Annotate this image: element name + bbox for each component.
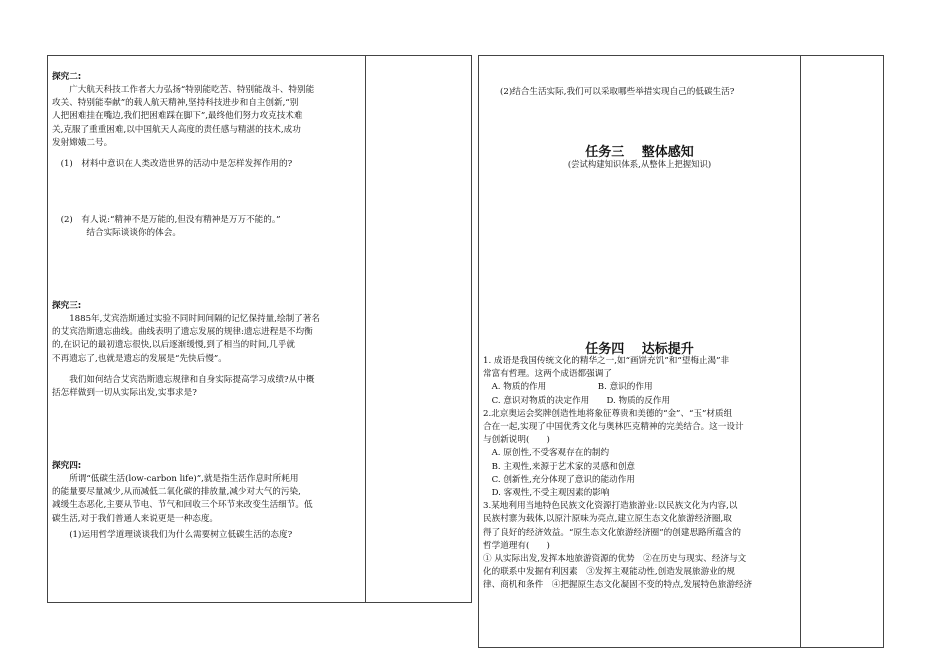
explore-2-material: 广大航天科技工作者大力弘扬“特别能吃苦、特别能战斗、特别能 攻关、特别能奉献”的载人航天精神,坚持科技进步和自主创新,“别 人把困难挂在嘴边,我们把困难踩在脚下”,最终他们努力攻克技术难 关,克服了重重困难,以中国航天人高度的责任感与精湛的技术,成功 发射嫦娥二号。: [52, 85, 315, 148]
task-3-subtitle: (尝试构建知识体系,从整体上把握知识): [567, 159, 712, 169]
section-title-explore-4: 探究四:: [52, 461, 82, 471]
explore-4-material: 所谓“低碳生活(low-carbon life)”,就是指生活作息时所耗用 的能量要尽量减少,从而减低二氧化碳的排放量,减少对大气的污染, 减缓生态恶化,主要从节电、节气和回收三个环节来改变生活细节。低 碳生活,对于我们普通人来说更是一种态度。: [52, 474, 313, 524]
task-4-exercises: 1. 成语是我国传统文化的精华之一,如“画饼充饥”和“望梅止渴”非 常富有哲理。这两个成语都强调了 A. 物质的作用 B. 意识的作用 C. 意识对物质的决定作用 D. 物质的反作用 2.北京奥运会奖牌创造性地将象征尊贵和美德的“金”、“玉”材质组 合在一起,实现了中国优秀文化与奥林匹克精神的完美结合。这一设计 与创新说明( ) A. 原创性,不受客观存在的制约 B. 主观性,来源于艺术家的灵感和创意 C. 创新性,充分体现了意识的能动作用 D. 客观性,不受主观因素的影响 3.某地利用当地特色民族文化资源打造旅游业:以民族文化为内容,以 民族村寨为载体,以原汁原味为亮点,建立原生态文化旅游经济圈,取 得了良好的经济效益。“原生态文化旅游经济圈”的创建思路所蕴含的 哲学道理有( ) ① 从实际出发,发挥本地旅游资源的优势 ②在历史与现实、经济与文 化的联系中发掘有利因素 ③发挥主观能动性,创造发展旅游业的规 律、商机和条件 ④把握原生态文化凝固不变的特点,发展特色旅游经济: [483, 356, 753, 591]
explore-4-question-2: (2)结合生活实际,我们可以采取哪些举措实现自己的低碳生活?: [500, 87, 735, 97]
explore-2-question-2: (2) 有人说:“精神不是万能的,但没有精神是万万不能的。” 结合实际谈谈你的体会。: [60, 215, 281, 239]
explore-3-question: 我们如何结合艾宾浩斯遗忘规律和自身实际提高学习成绩?从中概 括怎样做到一切从实际出发,实事求是?: [52, 375, 315, 399]
task-4-title: 任务四 达标提升: [585, 342, 694, 357]
explore-3-material: 1885年,艾宾浩斯通过实验不同时间间隔的记忆保持量,绘制了著名 的艾宾浩斯遗忘曲线。曲线表明了遗忘发展的规律:遗忘进程是不均衡 的,在识记的最初遗忘很快,以后逐渐缓慢,到了相当的时间,几乎就 不再遗忘了,也就是遗忘的发展是“先快后慢”。: [52, 314, 320, 364]
explore-2-question-1: (1) 材料中意识在人类改造世界的活动中是怎样发挥作用的?: [52, 159, 293, 169]
section-title-explore-3: 探究三:: [52, 301, 82, 311]
task-3-title: 任务三 整体感知: [585, 145, 694, 160]
left-table-divider: [365, 55, 366, 602]
section-title-explore-2: 探究二:: [52, 72, 82, 82]
right-table-divider: [800, 55, 801, 647]
explore-4-question-1: (1)运用哲学道理谈谈我们为什么需要树立低碳生活的态度?: [52, 530, 293, 540]
